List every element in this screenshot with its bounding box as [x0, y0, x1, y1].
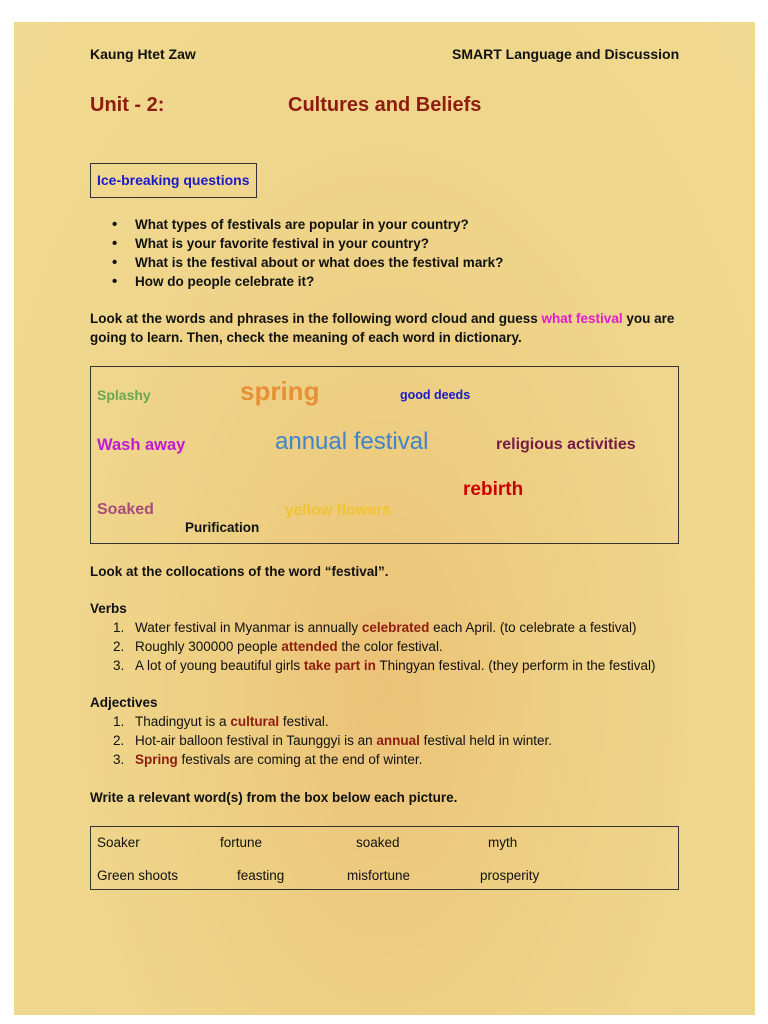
word-box-item: Soaker	[97, 835, 140, 850]
word-box-item: prosperity	[480, 868, 540, 883]
adjective-example	[90, 731, 730, 750]
word-cloud-instruction	[90, 309, 690, 347]
list-number: 2.	[113, 733, 125, 748]
word-box-item: myth	[488, 835, 518, 850]
list-number: 2.	[113, 639, 125, 654]
example-text: festival.	[279, 714, 329, 729]
icebreak-box	[90, 163, 257, 198]
worksheet-page	[14, 22, 755, 1015]
unit-title: Cultures and Beliefs	[288, 94, 482, 116]
collocations-intro: Look at the collocations of the word “festival”.	[90, 564, 389, 579]
icebreak-question: • What is the festival about or what does the festival mark?	[90, 253, 690, 272]
word-cloud-word: Soaked	[97, 501, 154, 518]
adjectives-list	[90, 712, 730, 769]
course-name: SMART Language and Discussion	[452, 46, 680, 62]
word-cloud-word: Splashy	[97, 387, 151, 403]
word-box-item: misfortune	[347, 868, 411, 883]
collocation-highlight: take part in	[303, 658, 376, 673]
verbs-list	[90, 618, 730, 675]
word-box-item: feasting	[237, 868, 285, 883]
verb-example	[90, 618, 730, 637]
example-text: festival held in winter.	[419, 733, 552, 748]
word-cloud-word: religious activities	[496, 436, 636, 453]
adjectives-heading: Adjectives	[90, 695, 158, 710]
word-cloud-word: annual festival	[275, 428, 429, 455]
example-text: Thingyan festival. (they perform in the festival)	[375, 658, 656, 673]
example-text: the color festival.	[337, 639, 443, 654]
write-instruction: Write a relevant word(s) from the box below each picture.	[90, 790, 458, 805]
verbs-heading: Verbs	[90, 601, 127, 616]
example-text: Hot-air balloon festival in Taunggyi is an	[135, 733, 377, 748]
word-cloud-word: Wash away	[97, 436, 186, 454]
adjective-example	[90, 712, 730, 731]
collocation-highlight: cultural	[230, 714, 280, 729]
icebreak-question: • How do people celebrate it?	[90, 272, 690, 291]
list-number: 1.	[113, 620, 125, 635]
word-box-item: Green shoots	[97, 868, 179, 883]
word-cloud-word: spring	[240, 376, 320, 406]
word-cloud-word: Purification	[185, 520, 260, 535]
collocation-highlight: attended	[281, 639, 338, 654]
instruction-text: Look at the words and phrases in the following word cloud and guess	[90, 311, 542, 326]
collocation-highlight: Spring	[135, 752, 178, 767]
unit-label: Unit - 2:	[90, 94, 165, 116]
author-name: Kaung Htet Zaw	[90, 46, 196, 62]
example-text: A lot of young beautiful girls	[135, 658, 304, 673]
word-box-item: soaked	[356, 835, 400, 850]
list-number: 3.	[113, 752, 125, 767]
verb-example	[90, 656, 730, 675]
instruction-highlight: what festival	[541, 311, 623, 326]
adjective-example	[90, 750, 730, 769]
example-text: Roughly 300000 people	[135, 639, 282, 654]
example-text: festivals are coming at the end of winter.	[177, 752, 423, 767]
collocation-highlight: celebrated	[361, 620, 430, 635]
example-text: each April. (to celebrate a festival)	[429, 620, 637, 635]
example-text: Thadingyut is a	[135, 714, 231, 729]
icebreak-question: • What types of festivals are popular in your country?	[90, 215, 690, 234]
instruction-text: you are going to learn. Then, check the meaning of each word in dictionary.	[90, 311, 675, 345]
word-cloud-word: rebirth	[463, 479, 524, 500]
list-number: 3.	[113, 658, 125, 673]
word-cloud-word: good deeds	[400, 388, 471, 402]
word-box-item: fortune	[220, 835, 263, 850]
icebreak-label: Ice-breaking questions	[97, 172, 250, 188]
icebreak-question-list	[90, 215, 690, 291]
word-cloud-box	[90, 366, 679, 544]
word-box	[90, 826, 679, 890]
verb-example	[90, 637, 730, 656]
example-text: Water festival in Myanmar is annually	[135, 620, 362, 635]
word-cloud-word: yellow flowers	[285, 502, 391, 519]
list-number: 1.	[113, 714, 125, 729]
icebreak-question: • What is your favorite festival in your country?	[90, 234, 690, 253]
collocation-highlight: annual	[376, 733, 420, 748]
